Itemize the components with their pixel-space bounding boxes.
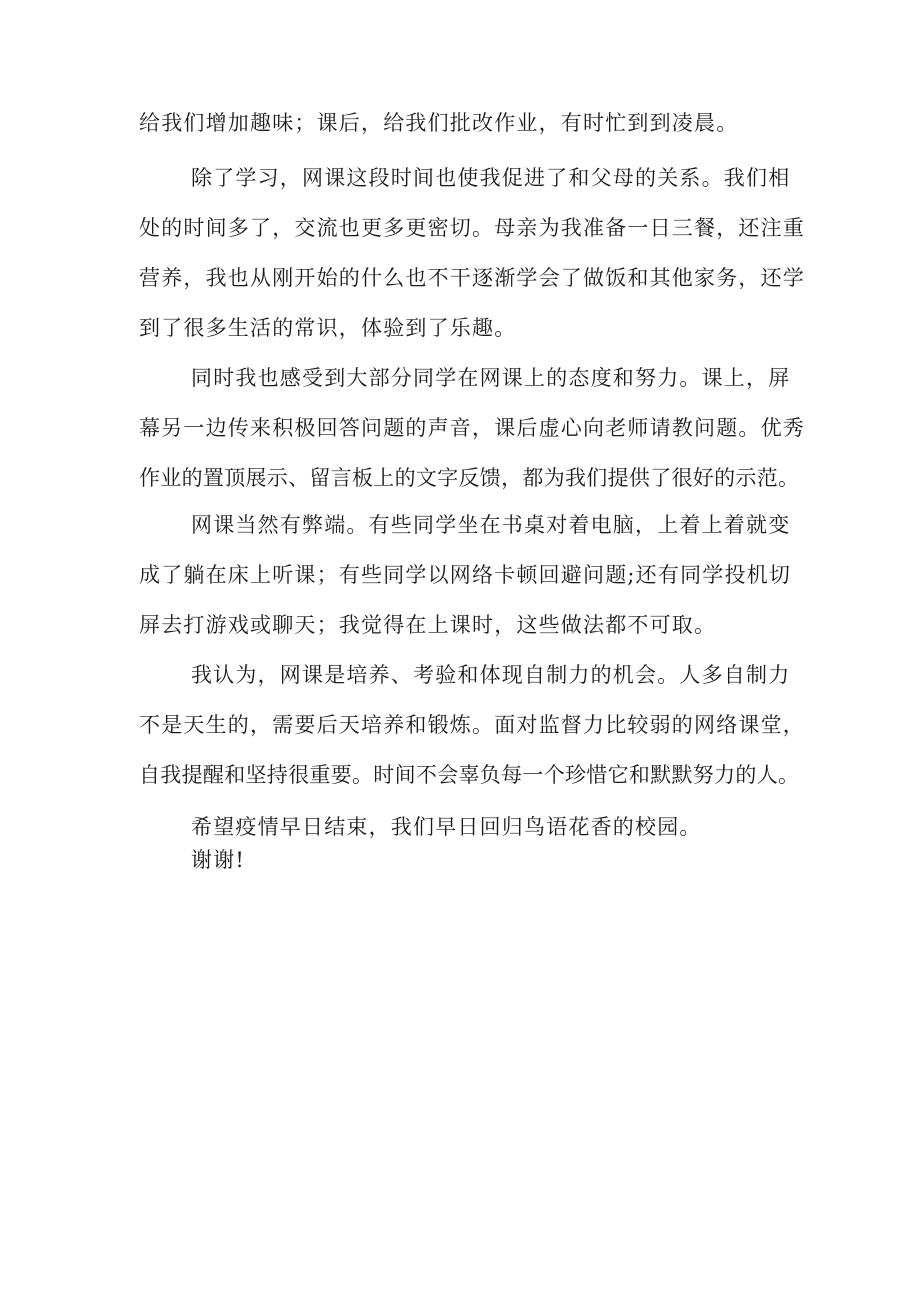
paragraph-first-line: 网课当然有弊端。有些同学坐在书桌对着电脑，上着上着就变 (191, 513, 791, 537)
text-line: 自我提醒和坚持很重要。时间不会辜负每一个珍惜它和默默努力的人。 (139, 763, 800, 787)
text-line: 屏去打游戏或聊天；我觉得在上课时，这些做法都不可取。 (139, 613, 717, 637)
text-line: 处的时间多了，交流也更多更密切。母亲为我准备一日三餐，还注重 (139, 216, 805, 240)
text-line: 不是天生的，需要后天培养和锻炼。面对监督力比较弱的网络课堂， (139, 713, 805, 737)
text-line: 营养，我也从刚开始的什么也不干逐渐学会了做饭和其他家务，还学 (139, 266, 805, 290)
text-line: 给我们增加趣味；课后，给我们批改作业，有时忙到到凌晨。 (139, 111, 739, 135)
text-line: 到了很多生活的常识，体验到了乐趣。 (139, 316, 517, 340)
closing-thanks: 谢谢! (191, 848, 246, 872)
paragraph-first-line: 同时我也感受到大部分同学在网课上的态度和努力。课上，屏 (191, 366, 791, 390)
closing-wish: 希望疫情早日结束，我们早日回归鸟语花香的校园。 (191, 815, 702, 839)
paragraph-first-line: 除了学习，网课这段时间也使我促进了和父母的关系。我们相 (191, 166, 791, 190)
text-line: 作业的置顶展示、留言板上的文字反馈，都为我们提供了很好的示范。 (139, 466, 800, 490)
text-line: 成了躺在床上听课；有些同学以网络卡顿回避问题;还有同学投机切 (139, 563, 792, 587)
text-line: 幕另一边传来积极回答问题的声音，课后虚心向老师请教问题。优秀 (139, 416, 805, 440)
paragraph-first-line: 我认为，网课是培养、考验和体现自制力的机会。人多自制力 (191, 663, 791, 687)
